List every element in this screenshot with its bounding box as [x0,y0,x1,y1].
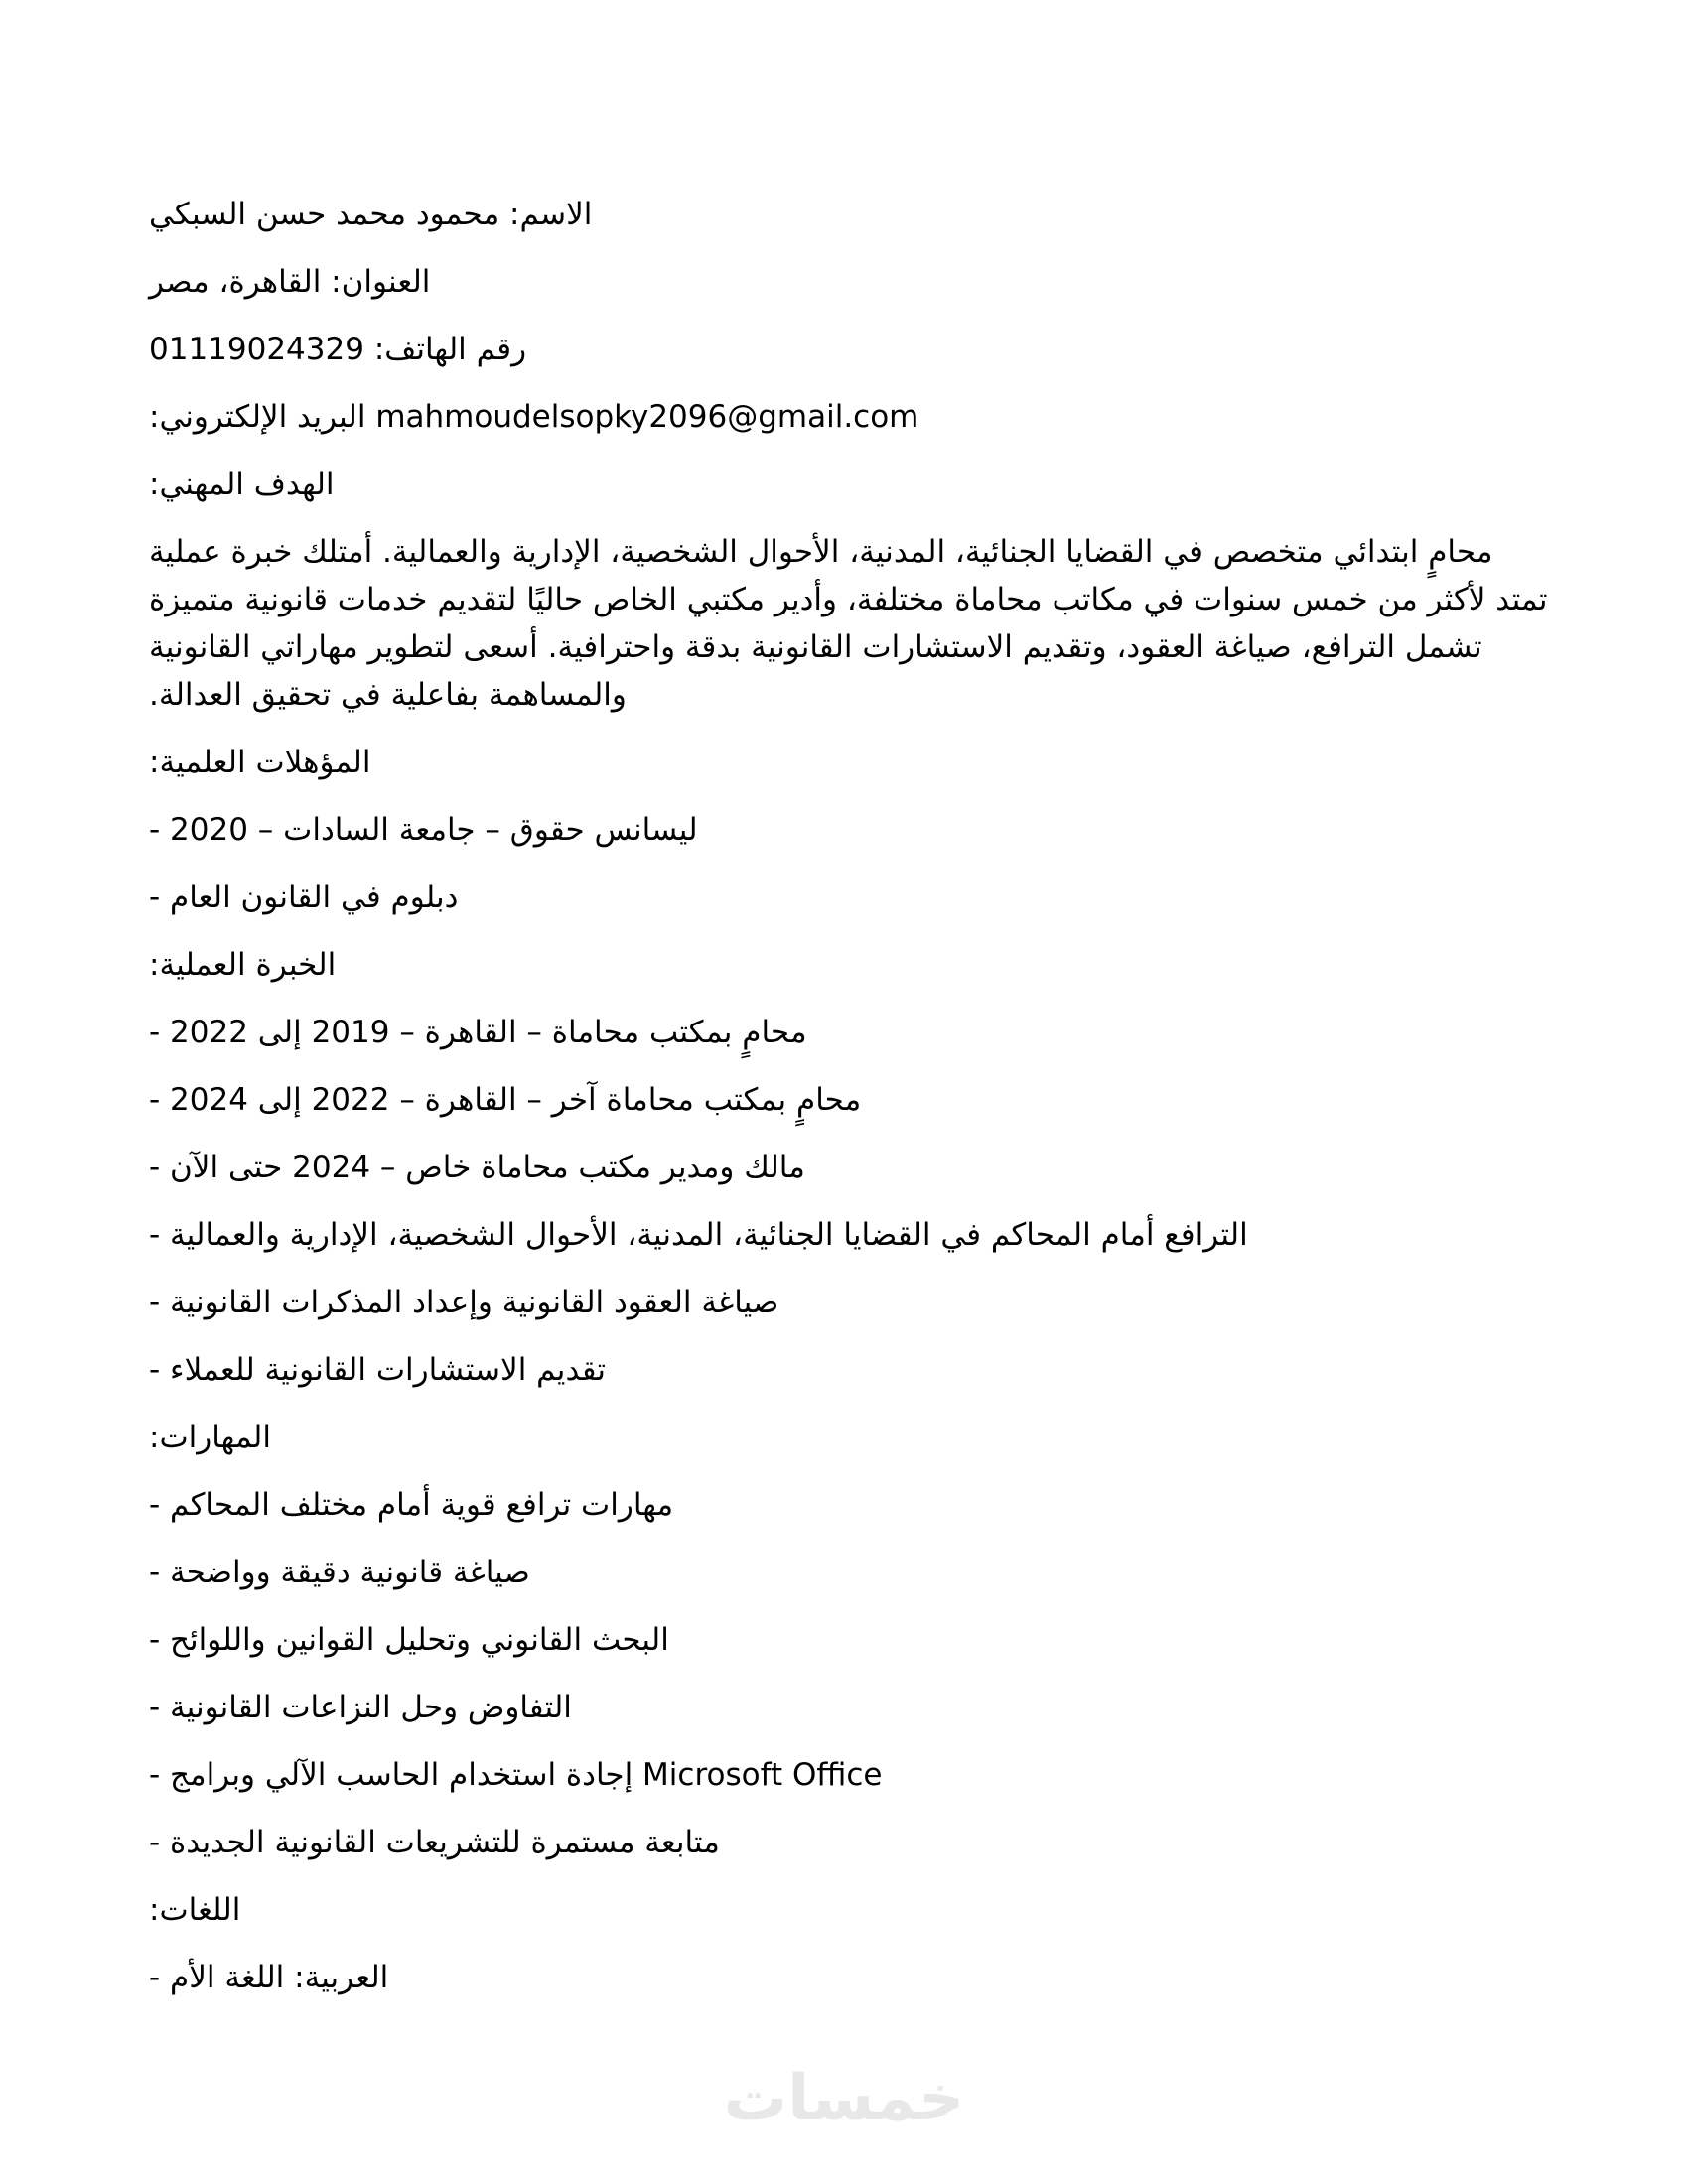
skill-item: مهارات ترافع قوية أمام مختلف المحاكم - [149,1487,674,1523]
experience-item: الترافع أمام المحاكم في القضايا الجنائية، المدنية، الأحوال الشخصية، الإدارية والعمالية - [149,1217,1248,1253]
skill-item-ms-office: - إجادة استخدام الحاسب الآلي وبرامج Microsoft Office [149,1757,883,1793]
education-item: ليسانس حقوق – جامعة السادات – 2020 - [149,812,698,848]
email-label: البريد الإلكتروني: [149,399,366,435]
language-item: العربية: اللغة الأم - [149,1960,389,1995]
experience-item: مالك ومدير مكتب محاماة خاص – 2024 حتى الآن - [149,1150,805,1185]
skill-item: صياغة قانونية دقيقة وواضحة - [149,1555,530,1590]
skill-item: البحث القانوني وتحليل القوانين واللوائح - [149,1622,669,1658]
section-heading-skills: المهارات: [149,1420,271,1455]
objective-paragraph: محامٍ ابتدائي متخصص في القضايا الجنائية، المدنية، الأحوال الشخصية، الإدارية والعمالية. أمتلك خبرة عملية تمتد لأكثر من خمس سنوات في مكاتب محاماة مختلفة، وأدير مكتبي الخاص حاليًا لتقديم خدمات قانونية متميزة تشمل الترافع، صياغة العقود، وتقديم الاستشارات القانونية بدقة واحترافية. أسعى لتطوير مهاراتي القانونية والمساهمة بفاعلية في تحقيق العدالة. [149,534,1548,713]
skill-item: متابعة مستمرة للتشريعات القانونية الجديدة - [149,1825,720,1860]
experience-item: صياغة العقود القانونية وإعداد المذكرات القانونية - [149,1285,779,1320]
skill-item: التفاوض وحل النزاعات القانونية - [149,1690,572,1725]
section-heading-languages: اللغات: [149,1892,241,1928]
education-item: دبلوم في القانون العام - [149,880,459,915]
email-address: mahmoudelsopky2096@gmail.com [375,399,919,435]
document-body [149,191,1551,2021]
contact-email-line [149,393,1551,441]
khamsat-watermark: خمسات [723,2062,965,2135]
section-heading-experience: الخبرة العملية: [149,947,337,983]
section-heading-objective: الهدف المهني: [149,467,335,502]
contact-phone-line: رقم الهاتف: 01119024329 [149,332,527,367]
contact-name-line: الاسم: محمود محمد حسن السبكي [149,197,593,232]
experience-item: محامٍ بمكتب محاماة – القاهرة – 2019 إلى 2022 - [149,1015,807,1050]
experience-item: محامٍ بمكتب محاماة آخر – القاهرة – 2022 إلى 2024 - [149,1082,862,1118]
section-heading-education: المؤهلات العلمية: [149,745,371,780]
experience-item: تقديم الاستشارات القانونية للعملاء - [149,1352,607,1388]
contact-address-line: العنوان: القاهرة، مصر [149,264,431,300]
